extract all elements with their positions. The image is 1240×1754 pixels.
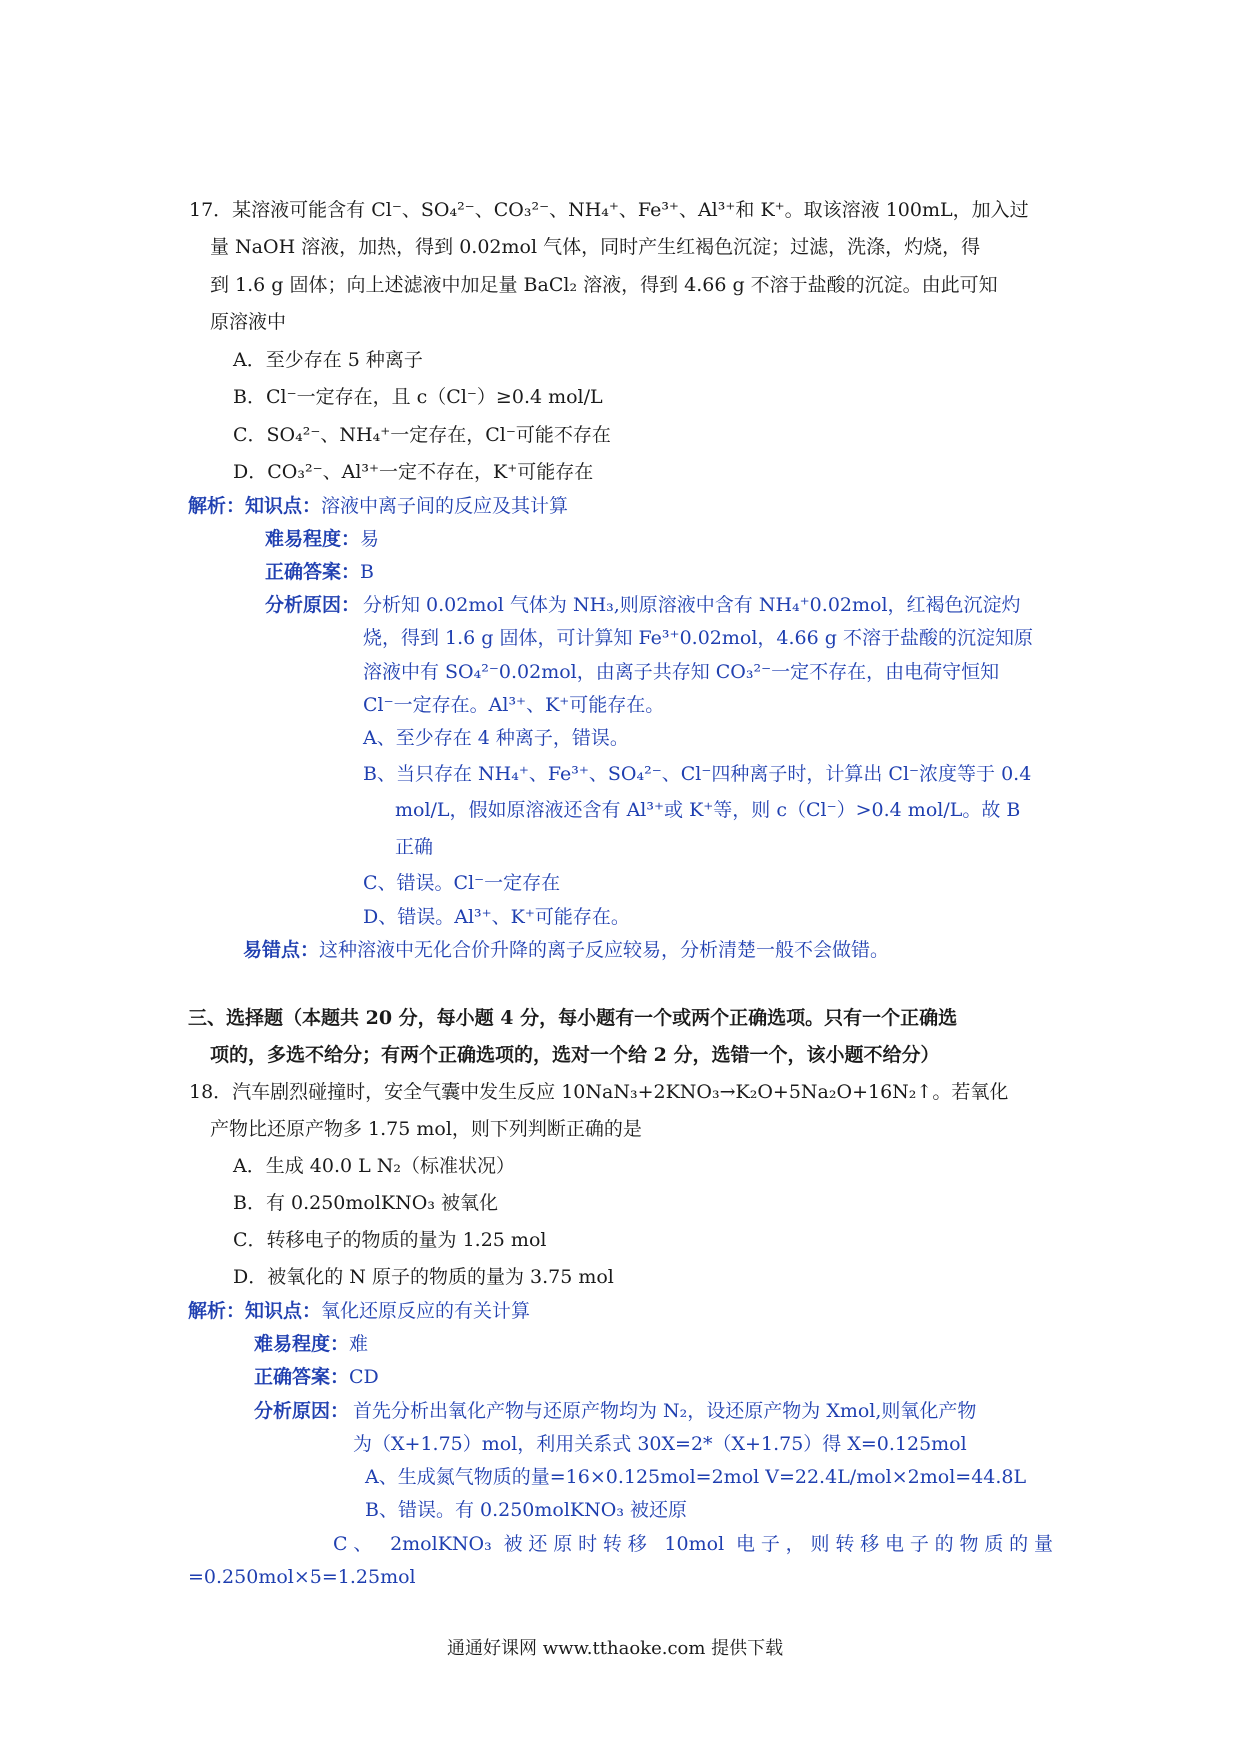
difficulty-label: 难易程度： [254, 1333, 350, 1355]
q18-stem-line: 18．汽车剧烈碰撞时，安全气囊中发生反应 10NaN₃+2KNO₃→K₂O+5Na₂O+16N₂↑。若氧化 [189, 1081, 1009, 1103]
knowledge-point-label: 知识点： [245, 1300, 322, 1322]
q17-reason-line: mol/L，假如原溶液还含有 Al³⁺或 K⁺等，则 c（Cl⁻）>0.4 mol/L。故 B [395, 799, 1021, 821]
difficulty-label: 难易程度： [265, 528, 361, 550]
difficulty-value: 易 [360, 528, 380, 550]
q17-reason-line: B、当只存在 NH₄⁺、Fe³⁺、SO₄²⁻、Cl⁻四种离子时，计算出 Cl⁻浓度等于 0.4 [363, 763, 1032, 785]
q17-stem-line: 量 NaOH 溶液，加热，得到 0.02mol 气体，同时产生红褐色沉淀；过滤，洗涤，灼烧，得 [210, 236, 981, 258]
q18-reason-line: B、错误。有 0.250molKNO₃ 被还原 [365, 1499, 687, 1521]
q17-error-point [243, 938, 889, 962]
answer-value: B [360, 561, 374, 583]
q17-reason-line: D、错误。Al³⁺、K⁺可能存在。 [363, 906, 630, 928]
knowledge-point-value: 溶液中离子间的反应及其计算 [321, 495, 569, 517]
q17-reason-line: A、至少存在 4 种离子，错误。 [363, 727, 629, 749]
knowledge-point-value: 氧化还原反应的有关计算 [321, 1300, 531, 1322]
q17-stem-line: 到 1.6 g 固体；向上述滤液中加足量 BaCl₂ 溶液，得到 4.66 g 不溶于盐酸的沉淀。由此可知 [210, 274, 998, 296]
q17-option-d: D．CO₃²⁻、Al³⁺一定不存在，K⁺可能存在 [233, 461, 594, 483]
analysis-label: 解析： [188, 1300, 246, 1322]
q18-answer [254, 1365, 379, 1389]
q17-option-b: B．Cl⁻一定存在，且 c（Cl⁻）≥0.4 mol/L [233, 386, 603, 408]
answer-label: 正确答案： [265, 561, 361, 583]
answer-label: 正确答案： [254, 1366, 350, 1388]
analysis-label: 解析： [188, 495, 246, 517]
q18-option-d: D．被氧化的 N 原子的物质的量为 3.75 mol [233, 1266, 614, 1288]
q17-reason-line: 溶液中有 SO₄²⁻0.02mol，由离子共存知 CO₃²⁻一定不存在，由电荷守恒知 [363, 661, 1000, 683]
q17-difficulty [265, 527, 379, 551]
q17-reason-line: C、错误。Cl⁻一定存在 [363, 872, 561, 894]
difficulty-value: 难 [349, 1333, 369, 1355]
q18-reason-line: =0.250mol×5=1.25mol [188, 1566, 416, 1588]
page-footer: 通通好课网 www.tthaoke.com 提供下载 [447, 1638, 784, 1659]
q18-stem-line: 产物比还原产物多 1.75 mol，则下列判断正确的是 [210, 1118, 642, 1140]
q17-option-a: A．至少存在 5 种离子 [233, 349, 423, 371]
q18-reason-line: 为（X+1.75）mol，利用关系式 30X=2*（X+1.75）得 X=0.125mol [353, 1433, 967, 1455]
q18-analysis-knowledge [188, 1299, 530, 1323]
answer-value: CD [349, 1366, 379, 1388]
q18-reason-label: 分析原因： [254, 1400, 350, 1422]
q17-analysis-knowledge [188, 494, 568, 518]
q18-reason-line: A、生成氮气物质的量=16×0.125mol=2mol V=22.4L/mol×2mol=44.8L [365, 1466, 1027, 1488]
q17-stem-line: 原溶液中 [210, 311, 287, 333]
q17-answer [265, 560, 374, 584]
q17-reason-line: 烧，得到 1.6 g 固体，可计算知 Fe³⁺0.02mol，4.66 g 不溶于盐酸的沉淀知原 [363, 627, 1033, 649]
q18-reason-justified: C、 2molKNO₃ 被还原时转移 10mol 电子，则转移电子的物质的量 [333, 1533, 1053, 1555]
q17-reason-line: 正确 [395, 836, 434, 858]
knowledge-point-label: 知识点： [245, 495, 322, 517]
q17-stem-line: 17．某溶液可能含有 Cl⁻、SO₄²⁻、CO₃²⁻、NH₄⁺、Fe³⁺、Al³⁺和 K⁺。取该溶液 100mL，加入过 [189, 199, 1029, 221]
q18-reason-line: 首先分析出氧化产物与还原产物均为 N₂，设还原产物为 Xmol,则氧化产物 [353, 1400, 977, 1422]
q18-option-a: A．生成 40.0 L N₂（标准状况） [233, 1155, 516, 1177]
q18-reason-line [333, 1532, 1053, 1556]
q18-option-c: C．转移电子的物质的量为 1.25 mol [233, 1229, 547, 1251]
q18-option-b: B．有 0.250molKNO₃ 被氧化 [233, 1192, 498, 1214]
q17-reason-line: 分析知 0.02mol 气体为 NH₃,则原溶液中含有 NH₄⁺0.02mol，红褐色沉淀灼 [363, 594, 1021, 616]
section-heading: 项的，多选不给分；有两个正确选项的，选对一个给 2 分，选错一个，该小题不给分） [210, 1044, 940, 1066]
q17-option-c: C．SO₄²⁻、NH₄⁺一定存在，Cl⁻可能不存在 [233, 424, 611, 446]
q17-reason-label: 分析原因： [265, 594, 361, 616]
q17-reason-line: Cl⁻一定存在。Al³⁺、K⁺可能存在。 [363, 694, 665, 716]
q18-difficulty [254, 1332, 368, 1356]
error-point-value: 这种溶液中无化合价升降的离子反应较易，分析清楚一般不会做错。 [319, 939, 890, 961]
error-point-label: 易错点： [243, 939, 320, 961]
section-heading: 三、选择题（本题共 20 分，每小题 4 分，每小题有一个或两个正确选项。只有一个正确选 [188, 1007, 958, 1029]
